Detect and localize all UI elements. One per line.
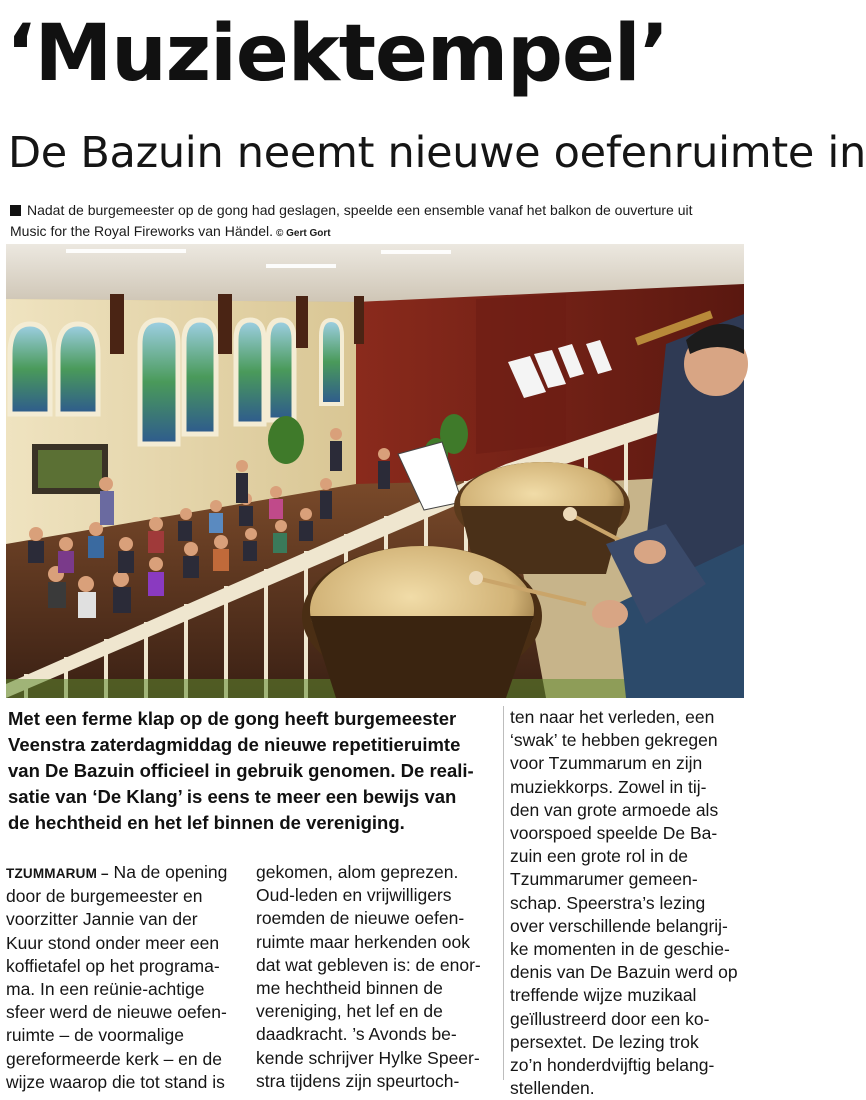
caption-line-1: Nadat de burgemeester op de gong had geslagen, speelde een ensemble vanaf het balkon de ouverture uit: [10, 200, 740, 221]
body-line: TZUMMARUM – Na de opening: [6, 862, 228, 882]
body-line: Oud-leden en vrijwilligers: [256, 885, 452, 906]
body-line: daadkracht. ’s Avonds be-: [256, 1024, 457, 1045]
body-column-3: [510, 706, 742, 1100]
body-line: ke momenten in de geschie-: [510, 939, 730, 960]
article-headline: ‘Muziektempel’: [6, 9, 669, 99]
lead-line: Met een ferme klap op de gong heeft burgemeester: [8, 708, 457, 729]
body-line: over verschillende belangrij-: [510, 915, 728, 936]
body-line: dat wat gebleven is: de enor-: [256, 954, 481, 975]
column-divider: [503, 706, 504, 1080]
body-line: ruimte maar herkenden ook: [256, 931, 470, 952]
body-line: Kuur stond onder meer een: [6, 932, 220, 953]
body-line: ten naar het verleden, een: [510, 707, 715, 727]
body-line: schap. Speerstra’s lezing: [510, 892, 706, 913]
article-subheadline: De Bazuin neemt nieuwe oefenruimte in: [8, 128, 866, 178]
body-line: voorzitter Jannie van der: [6, 909, 198, 930]
lead-line: satie van ‘De Klang’ is eens te meer een bewijs van: [8, 786, 457, 807]
body-line: stra tijdens zijn speurtoch-: [256, 1070, 460, 1091]
lead-line: Veenstra zaterdagmiddag de nieuwe repetitieruimte: [8, 734, 461, 755]
body-line: geïllustreerd door een ko-: [510, 1008, 710, 1029]
concert-hall-photo: [6, 244, 744, 698]
body-column-2: [256, 861, 496, 1093]
body-line: muziekkorps. Zowel in tij-: [510, 776, 707, 797]
body-line: denis van De Bazuin werd op: [510, 962, 738, 983]
photo-caption: [10, 200, 740, 244]
body-line: sfeer werd de nieuwe oefen-: [6, 1002, 227, 1023]
body-line: vereniging, het lef en de: [256, 1001, 443, 1022]
body-line: voor Tzummarum en zijn: [510, 753, 703, 774]
body-line: gekomen, alom geprezen.: [256, 862, 459, 882]
photo-illustration: [6, 244, 744, 698]
body-line: zo’n honderdvijftig belang-: [510, 1055, 715, 1076]
article-lead: [8, 706, 500, 836]
body-line: voorspoed speelde De Ba-: [510, 823, 718, 844]
body-line: ‘swak’ te hebben gekregen: [510, 730, 718, 751]
body-line: persextet. De lezing trok: [510, 1031, 699, 1052]
body-line: Tzummarumer gemeen-: [510, 869, 698, 890]
photo-credit: © Gert Gort: [276, 228, 331, 239]
body-line: roemden de nieuwe oefen-: [256, 908, 465, 929]
body-line: kende schrijver Hylke Speer-: [256, 1047, 480, 1068]
body-line: me hechtheid binnen de: [256, 978, 443, 999]
body-line: door de burgemeester en: [6, 886, 203, 907]
body-column-1: [6, 861, 246, 1094]
body-line: treffende wijze muzikaal: [510, 985, 697, 1006]
caption-line-2: Music for the Royal Fireworks van Händel. © Gert Gort: [10, 223, 331, 239]
body-line: ruimte – de voormalige: [6, 1025, 184, 1046]
dateline: TZUMMARUM –: [6, 866, 109, 881]
body-line: stellenden.: [510, 1078, 595, 1099]
body-line: den van grote armoede als: [510, 799, 719, 820]
body-line: zuin een grote rol in de: [510, 846, 689, 867]
caption-bullet-icon: [10, 205, 21, 216]
body-line: gereformeerde kerk – en de: [6, 1048, 222, 1069]
body-line: ma. In een reünie-achtige: [6, 979, 205, 1000]
body-line: wijze waarop die tot stand is: [6, 1071, 225, 1092]
body-line: koffietafel op het programa-: [6, 955, 220, 976]
lead-line: de hechtheid en het lef binnen de vereniging.: [8, 812, 405, 833]
lead-line: van De Bazuin officieel in gebruik genomen. De reali-: [8, 760, 474, 781]
